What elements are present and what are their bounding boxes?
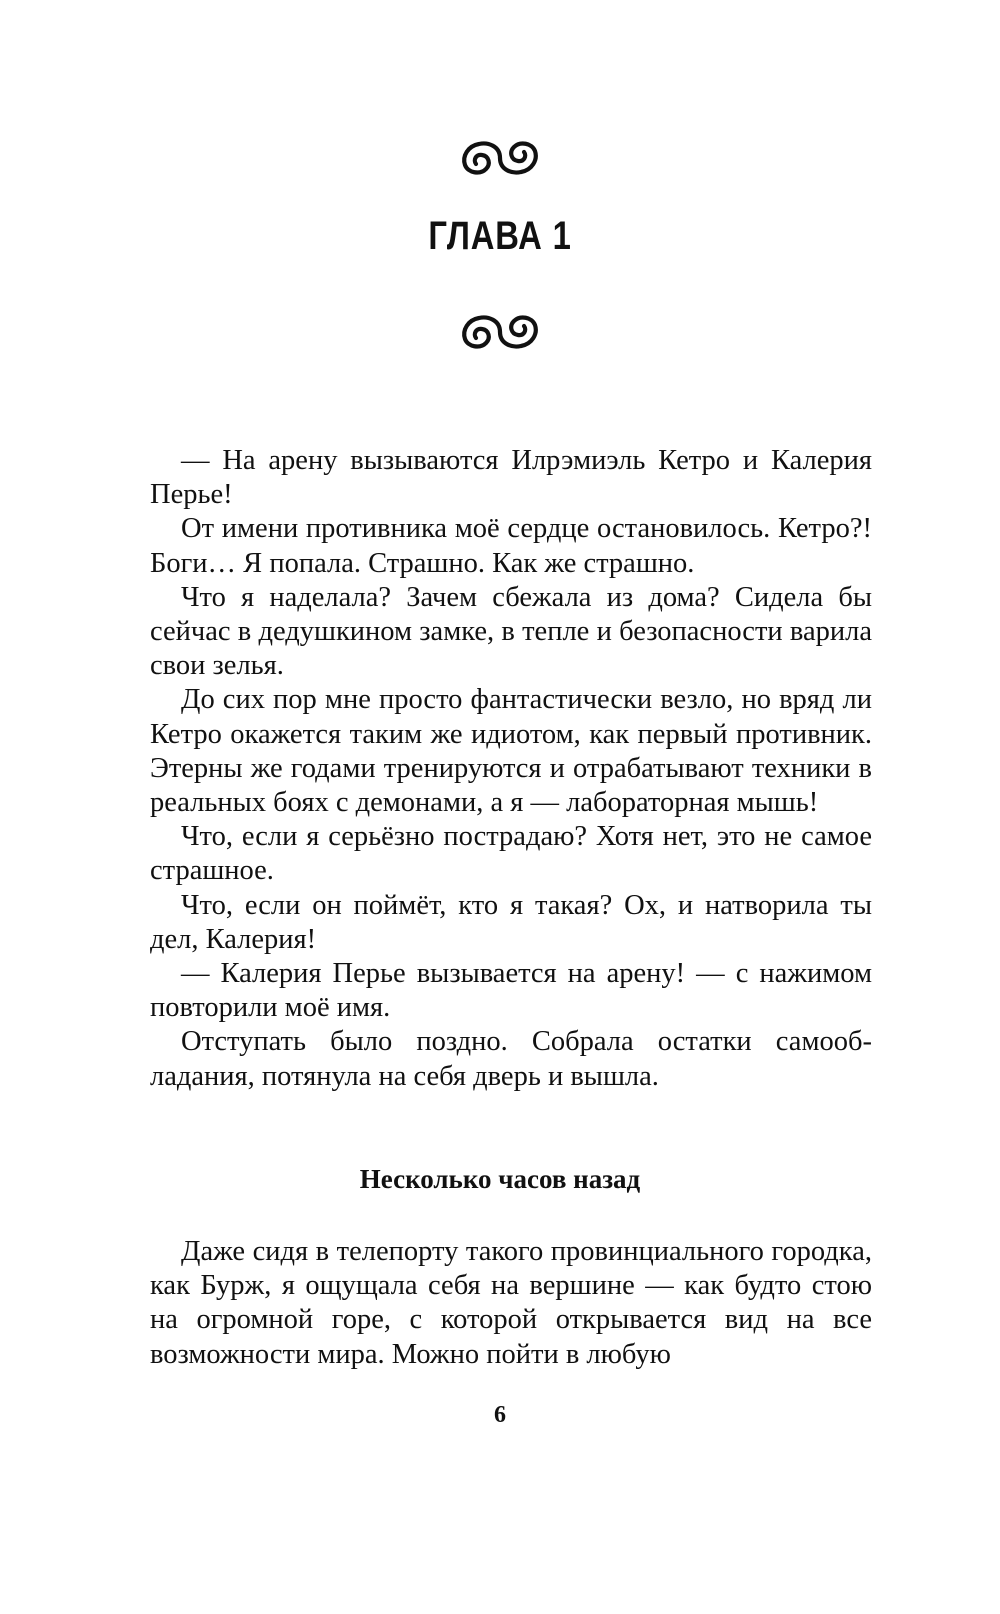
chapter-body-text: [150, 444, 872, 1094]
section-body-text: [150, 1235, 872, 1372]
spiral-ornament-icon: [452, 312, 548, 352]
page-number: 6: [494, 1402, 506, 1428]
paragraph: Что я наделала? Зачем сбежала из дома? Сидела бы сейчас в дедушкином замке, в тепле и безопасности варила свои зелья.: [150, 581, 872, 682]
paragraph: Что, если я серьёзно пострадаю? Хотя нет, это не самое страшное.: [150, 821, 872, 887]
paragraph: До сих пор мне просто фантастически везло, но вряд ли Кетро окажется таким же идиотом, как первый противник. Этерны же годами тренируются и отрабатывают техники в реальных боях с демонами, а я — лабораторная мышь!: [150, 684, 872, 819]
paragraph: Что, если он поймёт, кто я такая? Ох, и натворила ты дел, Калерия!: [150, 889, 872, 955]
paragraph: От имени противника моё сердце остановилось. Кетро?! Боги… Я попала. Страшно. Как же страшно.: [150, 513, 872, 579]
spiral-ornament-icon: [452, 138, 548, 178]
section-subheading: Несколько часов назад: [359, 1164, 641, 1194]
paragraph: Отступать было поздно. Собрала остатки самообладания, потянула на себя дверь и вышла.: [150, 1026, 872, 1092]
paragraph: Даже сидя в телепорту такого провинциального городка, как Бурж, я ощущала себя на вершине — как будто стою на огромной горе, с которой открывается вид на все возможности мира. Можно пойти в любую: [150, 1236, 872, 1370]
paragraph: — На арену вызываются Илрэмиэль Кетро и Калерия Перье!: [150, 445, 872, 511]
chapter-title: ГЛАВА 1: [428, 214, 572, 258]
paragraph: — Калерия Перье вызывается на арену! — с нажимом повторили моё имя.: [150, 958, 872, 1024]
